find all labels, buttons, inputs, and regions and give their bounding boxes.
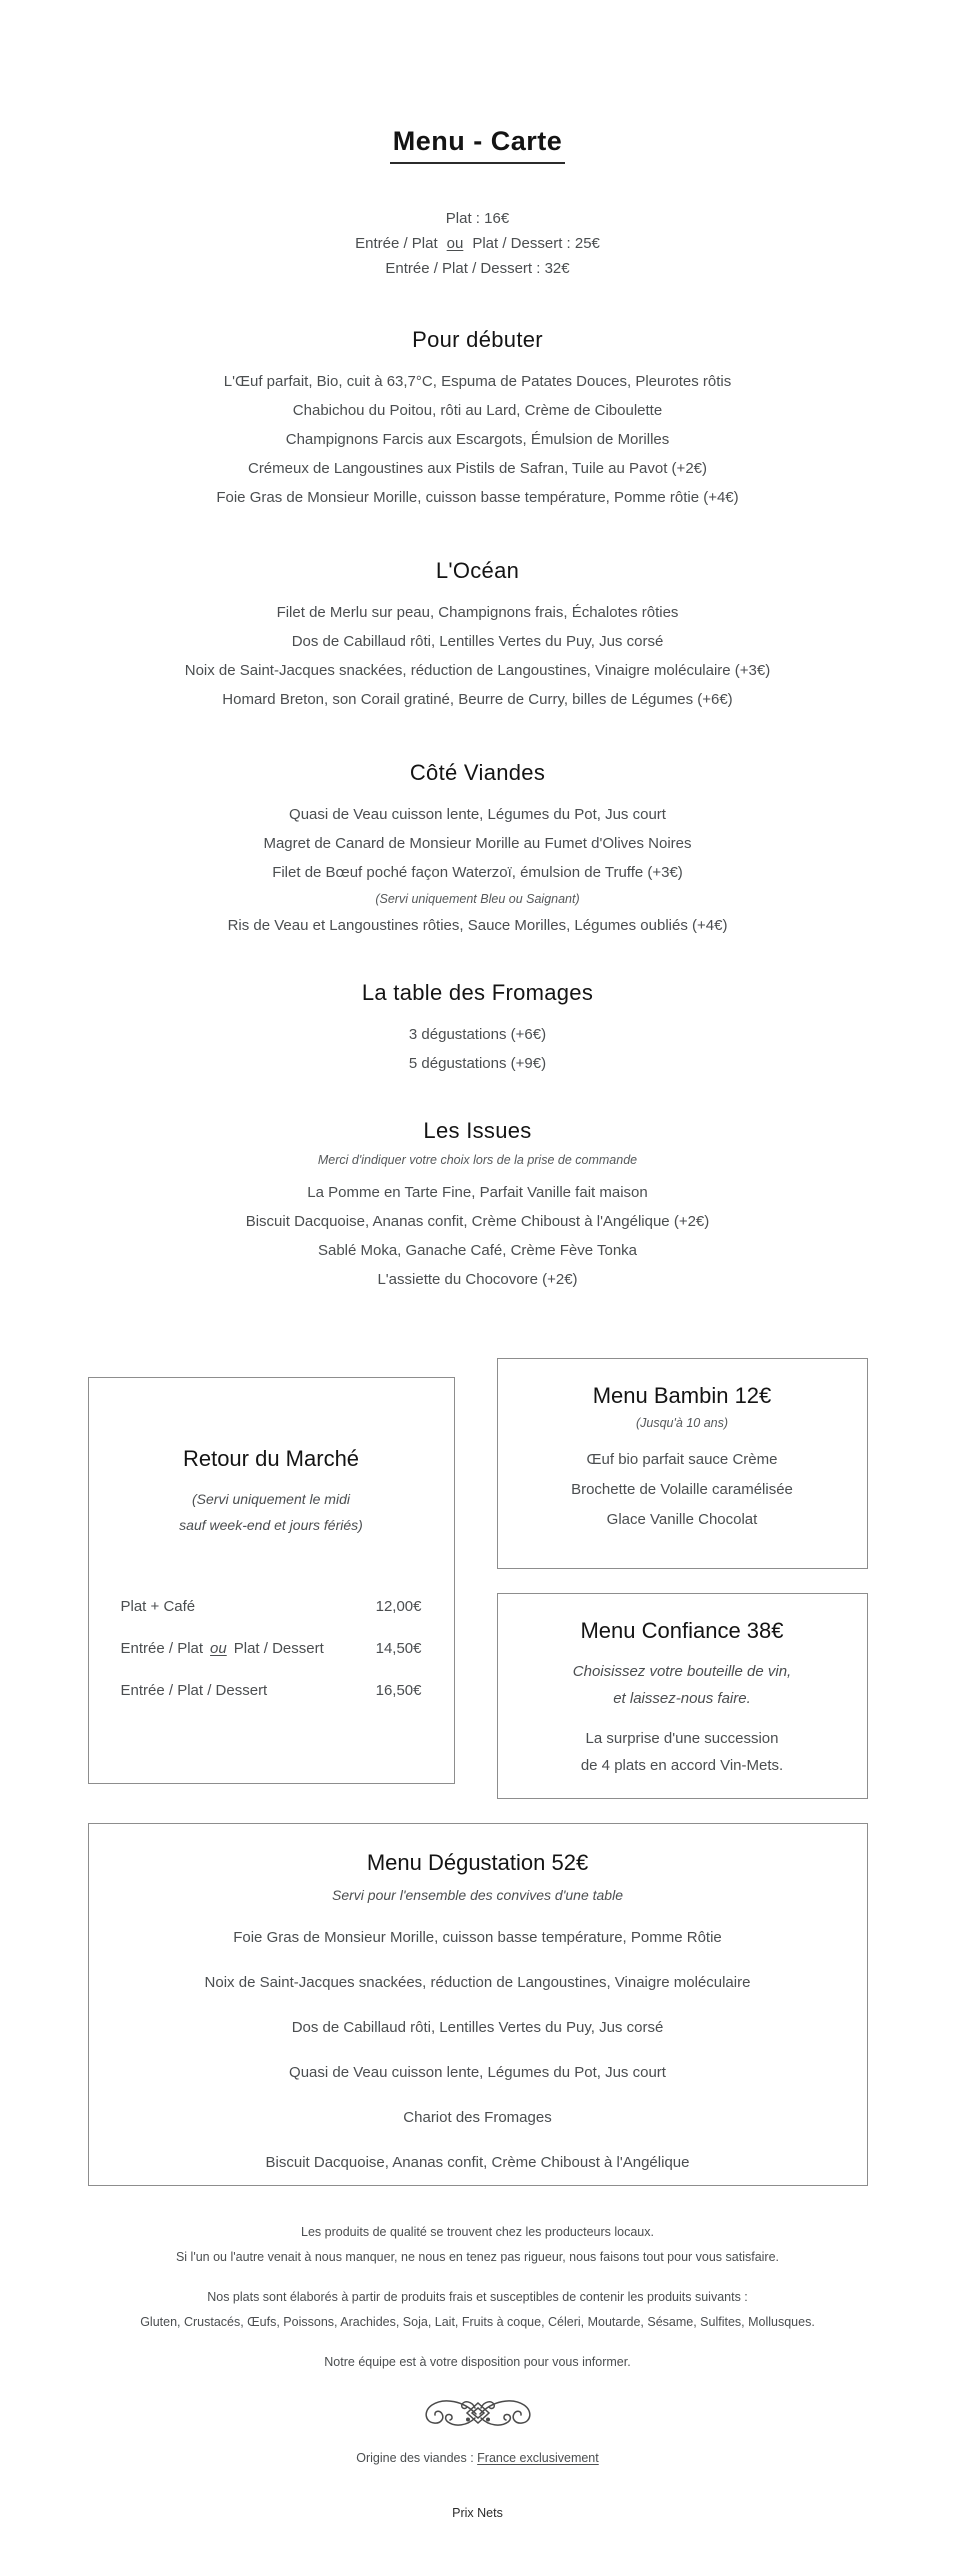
menu-item: Noix de Saint-Jacques snackées, réduction de Langoustines, Vinaigre moléculaire: [204, 1974, 751, 1992]
menu-item: Homard Breton, son Corail gratiné, Beurre de Curry, billes de Légumes (+6€): [222, 691, 733, 709]
footer: [88, 2220, 868, 2526]
section-title-fromages: La table des Fromages: [361, 980, 594, 1006]
price-row-ou-label: ou: [210, 1640, 227, 1658]
confiance-note-line-1: Choisissez votre bouteille de vin,: [572, 1663, 792, 1681]
page-title: Menu - Carte: [390, 126, 566, 164]
bambin-card-note: (Jusqu'à 10 ans): [635, 1416, 729, 1431]
pricing-line-2-post: Plat / Dessert : 25€: [472, 235, 600, 253]
menu-item: Quasi de Veau cuisson lente, Légumes du Pot, Jus court: [289, 806, 666, 824]
confiance-body-line-2: de 4 plats en accord Vin-Mets.: [580, 1757, 784, 1775]
menu-item: Filet de Merlu sur peau, Champignons frais, Échalotes rôties: [276, 604, 679, 622]
menu-item: 3 dégustations (+6€): [408, 1026, 547, 1044]
menu-page: [88, 0, 868, 2526]
degustation-card-title: Menu Dégustation 52€: [366, 1850, 589, 1876]
menu-degustation-card: [88, 1823, 868, 2186]
menu-bambin-card: [497, 1358, 868, 1569]
confiance-card-body: [498, 1725, 867, 1779]
menu-item: Brochette de Volaille caramélisée: [571, 1481, 793, 1499]
footer-producers-line-2: Si l'un ou l'autre venait à nous manquer, ne nous en tenez pas rigueur, nous faisons tout pour vous satisfaire.: [175, 2250, 780, 2265]
bambin-card-items: [498, 1445, 867, 1535]
footer-allergens-line-1: Nos plats sont élaborés à partir de produits frais et susceptibles de contenir les produits suivants :: [207, 2290, 748, 2305]
section-items-fromages: [88, 1020, 868, 1078]
menu-item: Chabichou du Poitou, rôti au Lard, Crème de Ciboulette: [292, 402, 663, 420]
retour-note-line-1: (Servi uniquement le midi: [192, 1491, 350, 1508]
section-note-issues: Merci d'indiquer votre choix lors de la prise de commande: [317, 1153, 638, 1168]
confiance-card-title: Menu Confiance 38€: [580, 1618, 784, 1644]
price-row-label: Entrée / Plat / Dessert: [120, 1682, 268, 1700]
menu-item: Magret de Canard de Monsieur Morille au Fumet d'Olives Noires: [263, 835, 692, 853]
confiance-card-note: [498, 1658, 867, 1712]
footer-team-line: Notre équipe est à votre disposition pour vous informer.: [324, 2355, 631, 2370]
flourish-divider-icon: [88, 2388, 868, 2438]
footer-allergens-line-2: Gluten, Crustacés, Œufs, Poissons, Arachides, Soja, Lait, Fruits à coque, Céleri, Moutarde, Sésame, Sulfites, Mollusques.: [140, 2315, 815, 2330]
price-row-label-post: Plat / Dessert: [233, 1640, 324, 1658]
menu-item: Quasi de Veau cuisson lente, Légumes du Pot, Jus court: [289, 2064, 666, 2082]
retour-du-marche-card: [88, 1377, 455, 1784]
price-row: [121, 1592, 422, 1621]
formula-pricing: [88, 206, 868, 281]
menu-item: Dos de Cabillaud rôti, Lentilles Vertes du Puy, Jus corsé: [291, 2019, 664, 2037]
meat-origin-label: Origine des viandes :: [356, 2451, 478, 2466]
section-title-viandes: Côté Viandes: [409, 760, 546, 786]
degustation-card-subtitle: Servi pour l'ensemble des convives d'une table: [332, 1887, 623, 1904]
menu-item-note: (Servi uniquement Bleu ou Saignant): [375, 892, 580, 907]
menu-item: Foie Gras de Monsieur Morille, cuisson basse température, Pomme Rôtie: [233, 1929, 722, 1947]
menu-item: Noix de Saint-Jacques snackées, réduction de Langoustines, Vinaigre moléculaire (+3€): [184, 662, 771, 680]
menu-item: Dos de Cabillaud rôti, Lentilles Vertes du Puy, Jus corsé: [291, 633, 664, 651]
price-row-label: [121, 1634, 324, 1663]
retour-card-note: [89, 1486, 454, 1538]
prix-nets-label: Prix Nets: [452, 2506, 503, 2521]
menu-item: Filet de Bœuf poché façon Waterzoï, émulsion de Truffe (+3€): [272, 864, 683, 882]
right-cards-column: [497, 1358, 868, 1799]
menu-item: L'Œuf parfait, Bio, cuit à 63,7°C, Espuma de Patates Douces, Pleurotes rôtis: [223, 373, 732, 391]
meat-origin-link[interactable]: France exclusivement: [477, 2451, 599, 2466]
section-title-pour-debuter: Pour débuter: [412, 327, 543, 353]
menu-item: 5 dégustations (+9€): [408, 1055, 547, 1073]
footer-producers-line-1: Les produits de qualité se trouvent chez les producteurs locaux.: [301, 2225, 654, 2240]
bambin-card-title: Menu Bambin 12€: [592, 1383, 772, 1409]
retour-price-rows: [121, 1592, 422, 1705]
pricing-line-3: Entrée / Plat / Dessert : 32€: [385, 260, 570, 278]
menu-item: Œuf bio parfait sauce Crème: [586, 1451, 778, 1469]
price-row-label-pre: Entrée / Plat: [120, 1640, 204, 1658]
menu-item: Foie Gras de Monsieur Morille, cuisson basse température, Pomme rôtie (+4€): [216, 489, 739, 507]
price-row-value: 14,50€: [375, 1640, 422, 1658]
menu-item: Glace Vanille Chocolat: [606, 1511, 758, 1529]
price-row: [121, 1634, 422, 1663]
section-items-pour-debuter: [88, 367, 868, 512]
section-title-issues: Les Issues: [423, 1118, 532, 1144]
pricing-line-2: [88, 231, 868, 256]
price-row: [121, 1676, 422, 1705]
menu-item: Crémeux de Langoustines aux Pistils de Safran, Tuile au Pavot (+2€): [247, 460, 707, 478]
retour-card-title: Retour du Marché: [182, 1446, 360, 1472]
section-items-ocean: [88, 598, 868, 714]
meat-origin-line: [88, 2446, 868, 2471]
section-items-viandes: [88, 800, 868, 940]
menu-item: Champignons Farcis aux Escargots, Émulsion de Morilles: [285, 431, 670, 449]
pricing-line-1: Plat : 16€: [445, 210, 510, 228]
menu-item: Sablé Moka, Ganache Café, Crème Fève Tonka: [317, 1242, 638, 1260]
section-title-ocean: L'Océan: [435, 558, 520, 584]
price-row-label: Plat + Café: [120, 1598, 196, 1616]
pricing-ou-label: ou: [446, 235, 464, 253]
menu-item: Biscuit Dacquoise, Ananas confit, Crème Chiboust à l'Angélique: [265, 2154, 690, 2172]
menu-item: L'assiette du Chocovore (+2€): [377, 1271, 578, 1289]
menu-cards-row: [88, 1358, 868, 1799]
confiance-note-line-2: et laissez-nous faire.: [613, 1690, 751, 1708]
confiance-body-line-1: La surprise d'une succession: [585, 1730, 779, 1748]
degustation-card-items: [89, 1915, 867, 2185]
menu-item: Ris de Veau et Langoustines rôties, Sauce Morilles, Légumes oubliés (+4€): [227, 917, 728, 935]
section-items-issues: [88, 1178, 868, 1294]
menu-item: La Pomme en Tarte Fine, Parfait Vanille fait maison: [307, 1184, 648, 1202]
retour-note-line-2: sauf week-end et jours fériés): [179, 1517, 363, 1534]
price-row-value: 12,00€: [375, 1598, 422, 1616]
pricing-line-2-pre: Entrée / Plat: [355, 235, 438, 253]
menu-item: Chariot des Fromages: [403, 2109, 552, 2127]
menu-item: Biscuit Dacquoise, Ananas confit, Crème Chiboust à l'Angélique (+2€): [245, 1213, 710, 1231]
price-row-value: 16,50€: [375, 1682, 422, 1700]
menu-confiance-card: [497, 1593, 868, 1799]
